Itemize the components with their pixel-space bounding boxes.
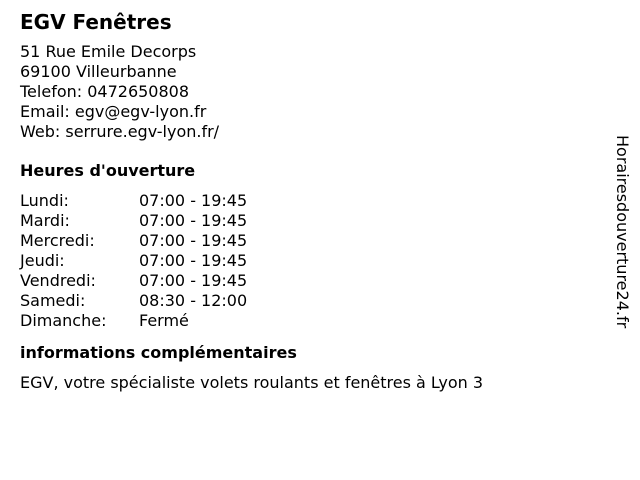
hours-day-label: Vendredi: — [20, 271, 96, 290]
hours-row-sunday — [20, 311, 600, 331]
phone-text: Telefon: 0472650808 — [20, 82, 190, 101]
hours-row-saturday — [20, 291, 600, 311]
hours-day-label: Lundi: — [20, 191, 69, 210]
hours-table — [20, 191, 600, 331]
hours-time-value: 07:00 - 19:45 — [139, 271, 248, 290]
website-text: Web: serrure.egv-lyon.fr/ — [20, 122, 220, 141]
hours-day-label: Mercredi: — [20, 231, 95, 250]
hours-row-monday — [20, 191, 600, 211]
hours-heading: Heures d'ouverture — [20, 161, 196, 180]
hours-time-value: 08:30 - 12:00 — [139, 291, 248, 310]
hours-row-wednesday — [20, 231, 600, 251]
hours-time-value: 07:00 - 19:45 — [139, 191, 248, 210]
address-street: 51 Rue Emile Decorps — [20, 42, 197, 61]
hours-time-value: 07:00 - 19:45 — [139, 231, 248, 250]
info-description: EGV, votre spécialiste volets roulants et fenêtres à Lyon 3 — [20, 373, 484, 392]
hours-row-thursday — [20, 251, 600, 271]
site-watermark — [612, 135, 632, 375]
business-card — [20, 8, 600, 393]
hours-row-friday — [20, 271, 600, 291]
hours-day-label: Dimanche: — [20, 311, 107, 330]
email-text: Email: egv@egv-lyon.fr — [20, 102, 207, 121]
hours-time-value: 07:00 - 19:45 — [139, 211, 248, 230]
business-name: EGV Fenêtres — [20, 10, 172, 34]
hours-time-value: Fermé — [139, 311, 189, 330]
hours-day-label: Jeudi: — [20, 251, 65, 270]
address-city: 69100 Villeurbanne — [20, 62, 177, 81]
hours-time-value: 07:00 - 19:45 — [139, 251, 248, 270]
hours-day-label: Samedi: — [20, 291, 86, 310]
info-heading: informations complémentaires — [20, 343, 297, 362]
site-watermark-text: Horairesdouverture24.fr — [613, 135, 632, 329]
hours-day-label: Mardi: — [20, 211, 70, 230]
hours-row-tuesday — [20, 211, 600, 231]
contact-block — [20, 42, 600, 142]
